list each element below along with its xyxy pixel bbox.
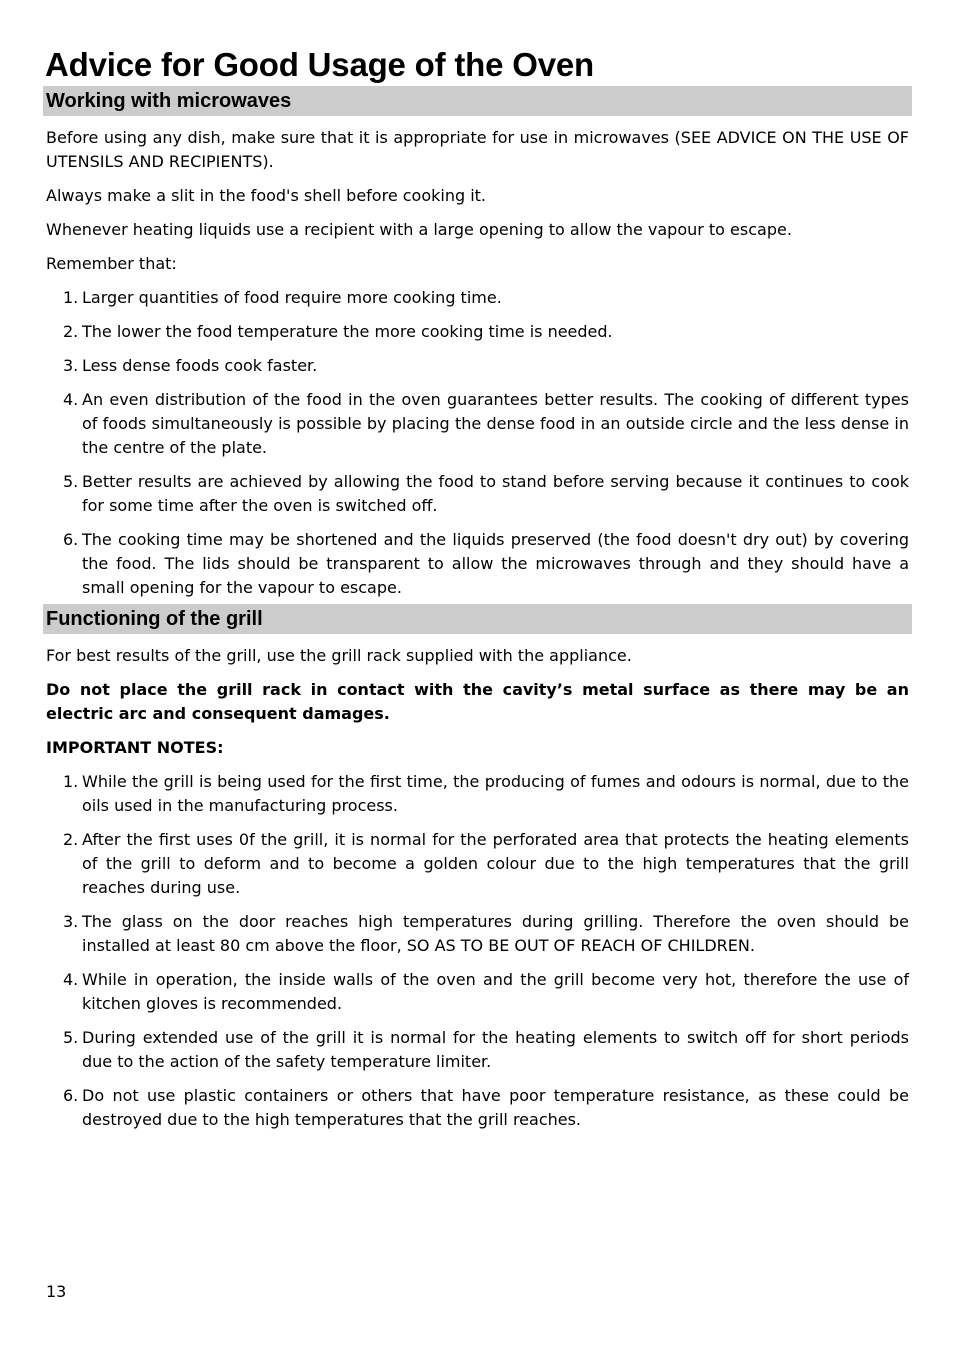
list-number: 3. (63, 912, 79, 931)
section-heading-microwaves: Working with microwaves (43, 86, 912, 116)
list-item (43, 470, 912, 518)
list-number: 1. (63, 288, 79, 307)
list-text: During extended use of the grill it is normal for the heating elements to switch off for short periods due to the action of the safety temperature limiter. (82, 1028, 909, 1071)
document-page (43, 44, 912, 1132)
list-item (43, 828, 912, 900)
list-text: Do not use plastic containers or others that have poor temperature resistance, as these could be destroyed due to the high temperatures that the grill reaches. (82, 1086, 909, 1129)
list-number: 2. (63, 830, 79, 849)
list-item (43, 1026, 912, 1074)
microwave-tips-list (43, 286, 912, 600)
list-item (43, 770, 912, 818)
list-item (43, 968, 912, 1016)
list-item (43, 1084, 912, 1132)
list-text: The cooking time may be shortened and the liquids preserved (the food doesn't dry out) by covering the food. The lids should be transparent to allow the microwaves through and they should have a small opening for the vapour to escape. (82, 530, 909, 597)
list-number: 2. (63, 322, 79, 341)
list-item (43, 910, 912, 958)
list-text: An even distribution of the food in the oven guarantees better results. The cooking of different types of foods simultaneously is possible by placing the dense food in an outside circle and the less dense in the centre of the plate. (82, 390, 909, 457)
list-text: Larger quantities of food require more cooking time. (82, 288, 502, 307)
paragraph: Always make a slit in the food's shell before cooking it. (46, 186, 487, 205)
list-number: 4. (63, 970, 79, 989)
paragraph: Whenever heating liquids use a recipient with a large opening to allow the vapour to escape. (46, 220, 792, 239)
page-title: Advice for Good Usage of the Oven (45, 46, 594, 83)
section-heading-grill: Functioning of the grill (43, 604, 912, 634)
list-number: 1. (63, 772, 79, 791)
list-item (43, 354, 912, 378)
warning-paragraph: Do not place the grill rack in contact with the cavity’s metal surface as there may be an electric arc and consequent damages. (46, 680, 909, 723)
grill-notes-list (43, 770, 912, 1132)
list-item (43, 388, 912, 460)
paragraph: Before using any dish, make sure that it is appropriate for use in microwaves (SEE ADVICE ON THE USE OF UTENSILS AND RECIPIENTS). (46, 128, 909, 171)
list-text: Less dense foods cook faster. (82, 356, 318, 375)
list-number: 3. (63, 356, 79, 375)
list-number: 6. (63, 1086, 79, 1105)
paragraph: Remember that: (46, 254, 177, 273)
notes-heading: IMPORTANT NOTES: (46, 738, 224, 757)
list-text: While in operation, the inside walls of the oven and the grill become very hot, therefore the use of kitchen gloves is recommended. (82, 970, 909, 1013)
list-number: 5. (63, 1028, 79, 1047)
list-number: 4. (63, 390, 79, 409)
paragraph: For best results of the grill, use the grill rack supplied with the appliance. (46, 646, 632, 665)
list-number: 6. (63, 530, 79, 549)
list-text: The glass on the door reaches high temperatures during grilling. Therefore the oven should be installed at least 80 cm above the floor, SO AS TO BE OUT OF REACH OF CHILDREN. (82, 912, 909, 955)
page-number: 13 (46, 1282, 67, 1301)
list-item (43, 528, 912, 600)
list-text: Better results are achieved by allowing the food to stand before serving because it continues to cook for some time after the oven is switched off. (82, 472, 909, 515)
list-text: The lower the food temperature the more cooking time is needed. (82, 322, 613, 341)
list-number: 5. (63, 472, 79, 491)
list-text: While the grill is being used for the first time, the producing of fumes and odours is normal, due to the oils used in the manufacturing process. (82, 772, 909, 815)
list-item (43, 286, 912, 310)
list-text: After the first uses 0f the grill, it is normal for the perforated area that protects the heating elements of the grill to deform and to become a golden colour due to the high temperatures that the grill reaches during use. (82, 830, 909, 897)
list-item (43, 320, 912, 344)
